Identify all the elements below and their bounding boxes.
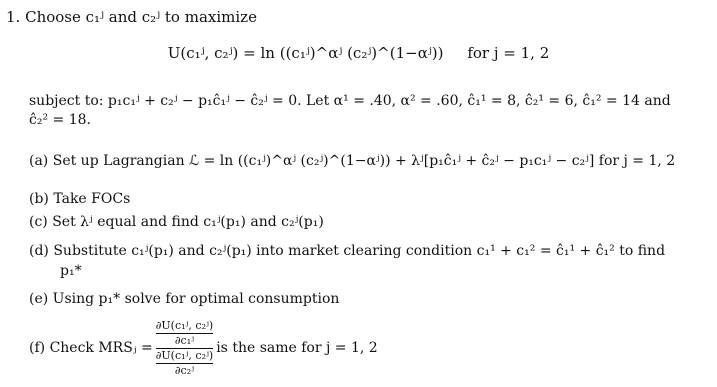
mrs-numerator [156,320,214,347]
part-a-label: (a) [29,153,49,169]
utility-condition: for j = 1, 2 [467,44,550,62]
part-e-label: (e) [29,291,49,307]
part-f-prefix: Check MRSⱼ = [49,340,153,356]
mrs-den-bottom: ∂c₂ʲ [174,363,195,377]
utility-formula: U(c₁ʲ, c₂ʲ) = ln ((c₁ʲ)^αʲ (c₂ʲ)^(1−αʲ)) [167,44,444,62]
constraint-line-2: ĉ₂² = 18. [29,112,91,128]
problem-number: 1. [6,8,21,26]
utility-equation [0,44,717,62]
mrs-num-bottom: ∂c₁ʲ [174,333,195,347]
part-b [29,190,130,208]
part-c [29,213,324,231]
part-a-text: Set up Lagrangian ℒ = ln ((c₁ʲ)^αʲ (c₂ʲ)^(1−αʲ)) + λʲ[p₁ĉ₁ʲ + ĉ₂ʲ − p₁c₁ʲ − c₂ʲ] for j = 1, 2 [52,153,676,169]
part-e [29,290,339,308]
part-a [29,152,675,170]
part-d-line-1 [29,242,665,260]
part-b-label: (b) [29,191,49,207]
part-b-text: Take FOCs [53,191,131,207]
part-d-label: (d) [29,243,49,259]
part-c-label: (c) [29,214,48,230]
mrs-denominator [156,350,214,377]
part-f [29,318,378,378]
problem-header [6,8,257,26]
mrs-fraction [156,320,214,377]
part-d-line-2: p₁* [60,263,82,279]
constraint-line-1: subject to: p₁c₁ʲ + c₂ʲ − p₁ĉ₁ʲ − ĉ₂ʲ = 0. Let α¹ = .40, α² = .60, ĉ₁¹ = 8, ĉ₂¹ = 6, ĉ₁² = 14 and [29,93,671,109]
part-e-text: Using p₁* solve for optimal consumption [52,291,340,307]
part-d-text: Substitute c₁ʲ(p₁) and c₂ʲ(p₁) into market clearing condition c₁¹ + c₁² = ĉ₁¹ + ĉ₁² to find [53,243,666,259]
part-f-label: (f) [29,340,46,356]
mrs-num-top: ∂U(c₁ʲ, c₂ʲ) [155,318,214,332]
part-c-text: Set λʲ equal and find c₁ʲ(p₁) and c₂ʲ(p₁) [52,214,324,230]
mrs-den-top: ∂U(c₁ʲ, c₂ʲ) [155,348,214,362]
part-f-suffix: is the same for j = 1, 2 [216,340,378,356]
problem-intro: Choose c₁ʲ and c₂ʲ to maximize [25,8,257,26]
